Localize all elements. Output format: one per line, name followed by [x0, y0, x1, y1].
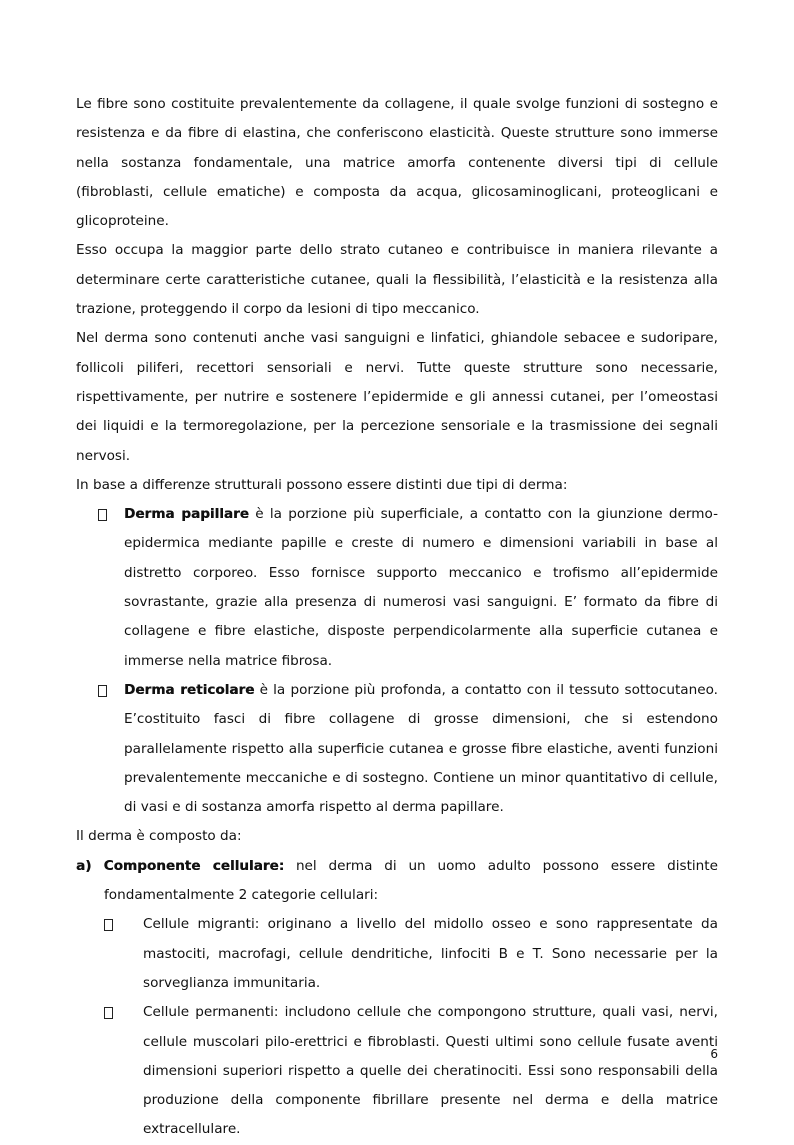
- list-item-derma-papillare: [76, 500, 718, 676]
- missing-glyph-box-icon: [98, 685, 107, 697]
- text-componente-cellulare: nel derma di un uomo adulto possono essere distinte fondamentalmente 2 categorie cellulari:: [104, 857, 718, 904]
- list-item-cellule-migranti: [76, 910, 718, 998]
- missing-glyph-box-icon: [104, 919, 113, 931]
- term-componente-cellulare: a) Componente cellulare:: [76, 857, 285, 874]
- term-derma-reticolare: Derma reticolare: [124, 681, 255, 698]
- body-text: [76, 90, 718, 1145]
- list-item-derma-reticolare: [76, 676, 718, 822]
- paragraph-fibre: Le fibre sono costituite prevalentemente da collagene, il quale svolge funzioni di sostegno e resistenza e da fibre di elastina, che conferiscono elasticità. Queste strutture sono immerse nella sostanza fondamentale, una matrice amorfa contenente diversi tipi di cellule (fibroblasti, cellule ematiche) e composta da acqua, glicosaminoglicani, proteoglicani e glicoproteine.: [76, 96, 718, 230]
- paragraph-strato-cutaneo: Esso occupa la maggior parte dello strato cutaneo e contribuisce in maniera rilevante a determinare certe caratteristiche cutanee, quali la flessibilità, l’elasticità e la resistenza alla trazione, proteggendo il corpo da lesioni di tipo meccanico.: [76, 242, 718, 318]
- paragraph-composizione: Il derma è composto da:: [76, 828, 242, 845]
- missing-glyph-box-icon: [98, 509, 107, 521]
- term-derma-papillare: Derma papillare: [124, 506, 249, 523]
- paragraph-vasi-nervi: Nel derma sono contenuti anche vasi sanguigni e linfatici, ghiandole sebacee e sudoripare, follicoli piliferi, recettori sensoriali e nervi. Tutte queste strutture sono necessarie, rispettivamente, per nutrire e sostenere l’epidermide e gli annessi cutanei, per l’omeostasi dei liquidi e la termoregolazione, per la percezione sensoriale e la trasmissione dei segnali nervosi.: [76, 330, 718, 464]
- text-derma-reticolare: è la porzione più profonda, a contatto con il tessuto sottocutaneo. E’costituito fasci di fibre collagene di grosse dimensioni, che si estendono parallelamente rispetto alla superficie cutanea e grosse fibre elastiche, aventi funzioni prevalentemente meccaniche e di sostegno. Contiene un minor quantitativo di cellule, di vasi e di sostanza amorfa rispetto al derma papillare.: [124, 681, 718, 816]
- page-number: 6: [710, 1047, 718, 1061]
- missing-glyph-box-icon: [104, 1007, 113, 1019]
- text-cellule-migranti: Cellule migranti: originano a livello del midollo osseo e sono rappresentate da mastociti, macrofagi, cellule dendritiche, linfociti B e T. Sono necessarie per la sorveglianza immunitaria.: [143, 916, 718, 991]
- list-item-componente-cellulare: [76, 852, 718, 911]
- text-cellule-permanenti: Cellule permanenti: includono cellule che compongono strutture, quali vasi, nervi, cellule muscolari pilo-erettrici e fibroblasti. Questi ultimi sono cellule fusate aventi dimensioni superiori rispetto a quelle dei cheratinociti. Essi sono responsabili della produzione della componente fibrillare presente nel derma e della matrice extracellulare.: [143, 1004, 718, 1138]
- text-derma-papillare: è la porzione più superficiale, a contatto con la giunzione dermo-epidermica mediante papille e creste di numero e dimensioni variabili in base al distretto corporeo. Esso fornisce supporto meccanico e trofismo all’epidermide sovrastante, grazie alla presenza di numerosi vasi sanguigni. E’ formato da fibre di collagene e fibre elastiche, disposte perpendicolarmente alla superficie cutanea e immerse nella matrice fibrosa.: [124, 506, 718, 669]
- paragraph-tipi-derma: In base a differenze strutturali possono essere distinti due tipi di derma:: [76, 476, 568, 493]
